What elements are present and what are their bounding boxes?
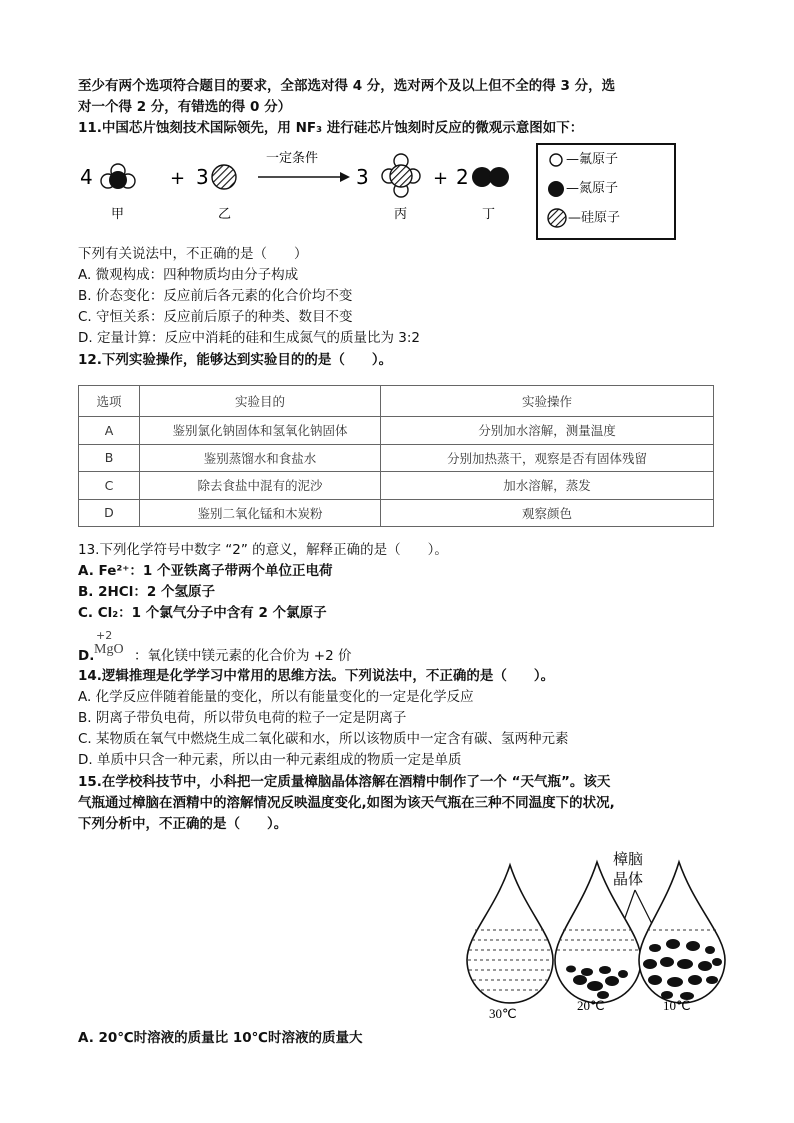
legend-silicon: —硅原子 (546, 207, 620, 229)
q14-option-d: D. 单质中只含一种元素，所以由一种元素组成的物质一定是单质 (78, 752, 462, 768)
q14-option-b: B. 阴离子带负电荷，所以带负电荷的粒子一定是阴离子 (78, 710, 407, 726)
reaction-condition: 一定条件 (266, 151, 319, 166)
q15-stem-2: 气瓶通过樟脑在酒精中的溶解情况反映温度变化,如图为该天气瓶在三种不同温度下的状况, (78, 795, 615, 811)
header-purpose: 实验目的 (140, 386, 381, 417)
table-row (79, 417, 714, 445)
instruction-line-1: 至少有两个选项符合题目的要求，全部选对得 4 分，选对两个及以上但不全的得 3 分，选 (78, 78, 616, 94)
table-header-row (79, 386, 714, 417)
bottle-10c (639, 862, 725, 1003)
q13-option-c: C. Cl₂：1 个氯气分子中含有 2 个氯原子 (78, 605, 327, 621)
coef-ding: 2 (456, 165, 469, 189)
cell-purpose: 鉴别氯化钠固体和氢氧化钠固体 (140, 417, 381, 445)
coef-bing: 3 (356, 165, 369, 189)
coef-jia: 4 (80, 165, 93, 189)
q15-stem-1: 15.在学校科技节中，小科把一定质量樟脑晶体溶解在酒精中制作了一个 “天气瓶”。该天 (78, 774, 611, 790)
bottle-30c (467, 865, 553, 1003)
plus-1: + (170, 168, 186, 189)
q14-option-c: C. 某物质在氧气中燃烧生成二氧化碳和水，所以该物质中一定含有碳、氢两种元素 (78, 731, 569, 747)
label-jia: 甲 (111, 207, 125, 222)
instruction-line-2: 对一个得 2 分，有错选的得 0 分） (78, 99, 292, 115)
cell-operation: 观察颜色 (381, 499, 714, 527)
q11-option-a: A. 微观构成：四种物质均由分子构成 (78, 267, 299, 283)
cell-purpose: 除去食盐中混有的泥沙 (140, 472, 381, 500)
q12-stem: 12.下列实验操作，能够达到实验目的的是（ ）。 (78, 352, 393, 368)
table-row (79, 444, 714, 472)
cell-operation: 分别加热蒸干，观察是否有固体残留 (381, 444, 714, 472)
cell-operation: 分别加水溶解，测量温度 (381, 417, 714, 445)
cell-purpose: 鉴别蒸馏水和食盐水 (140, 444, 381, 472)
q14-stem: 14.逻辑推理是化学学习中常用的思维方法。下列说法中，不正确的是（ ）。 (78, 668, 555, 684)
temp-20: 20℃ (577, 998, 605, 1013)
temp-10: 10℃ (663, 998, 691, 1013)
valence-mark: +2 (96, 629, 113, 642)
label-camphor: 樟脑 (613, 850, 644, 868)
q11-option-d: D. 定量计算：反应中消耗的硅和生成氮气的质量比为 3:2 (78, 330, 420, 346)
cell-option: D (79, 499, 140, 527)
q13-stem: 13.下列化学符号中数字 “2” 的意义，解释正确的是（ ）。 (78, 542, 448, 558)
label-ding: 丁 (482, 207, 496, 222)
coef-yi: 3 (196, 165, 209, 189)
cell-option: C (79, 472, 140, 500)
q11-prompt: 下列有关说法中，不正确的是（ ） (78, 246, 308, 262)
molecule-nf3 (101, 164, 135, 189)
q11-reaction-diagram (78, 140, 528, 230)
q14-option-a: A. 化学反应伴随着能量的变化，所以有能量变化的一定是化学反应 (78, 689, 474, 705)
table-row (79, 499, 714, 527)
formula-mgo: MgO (94, 642, 124, 657)
plus-2: + (433, 168, 449, 189)
q15-option-a: A. 20℃时溶液的质量比 10℃时溶液的质量大 (78, 1030, 363, 1046)
header-operation: 实验操作 (381, 386, 714, 417)
temp-30: 30℃ (489, 1006, 517, 1020)
q11-stem: 11.中国芯片蚀刻技术国际领先，用 NF₃ 进行硅芯片蚀刻时反应的微观示意图如下： (78, 120, 584, 136)
label-bing: 丙 (394, 207, 408, 222)
q13-option-b: B. 2HCl：2 个氢原子 (78, 584, 215, 600)
label-yi: 乙 (218, 207, 232, 222)
header-option: 选项 (79, 386, 140, 417)
atom-legend (536, 143, 676, 240)
molecule-n2 (472, 167, 509, 187)
table-row (79, 472, 714, 500)
molecule-sif4 (382, 154, 420, 197)
q15-stem-3: 下列分析中，不正确的是（ ）。 (78, 816, 288, 832)
q11-option-b: B. 价态变化：反应前后各元素的化合价均不变 (78, 288, 353, 304)
legend-fluorine: —氟原子 (546, 149, 618, 171)
q11-option-c: C. 守恒关系：反应前后原子的种类、数目不变 (78, 309, 353, 325)
q12-experiment-table (78, 385, 714, 527)
cell-option: A (79, 417, 140, 445)
q13-option-a: A. Fe²⁺：1 个亚铁离子带两个单位正电荷 (78, 563, 333, 579)
cell-purpose: 鉴别二氧化锰和木炭粉 (140, 499, 381, 527)
cell-option: B (79, 444, 140, 472)
cell-operation: 加水溶解，蒸发 (381, 472, 714, 500)
label-crystal: 晶体 (613, 870, 644, 888)
legend-nitrogen: —氮原子 (546, 178, 618, 200)
atom-si (212, 165, 236, 189)
weather-bottle-figure (455, 840, 730, 1020)
